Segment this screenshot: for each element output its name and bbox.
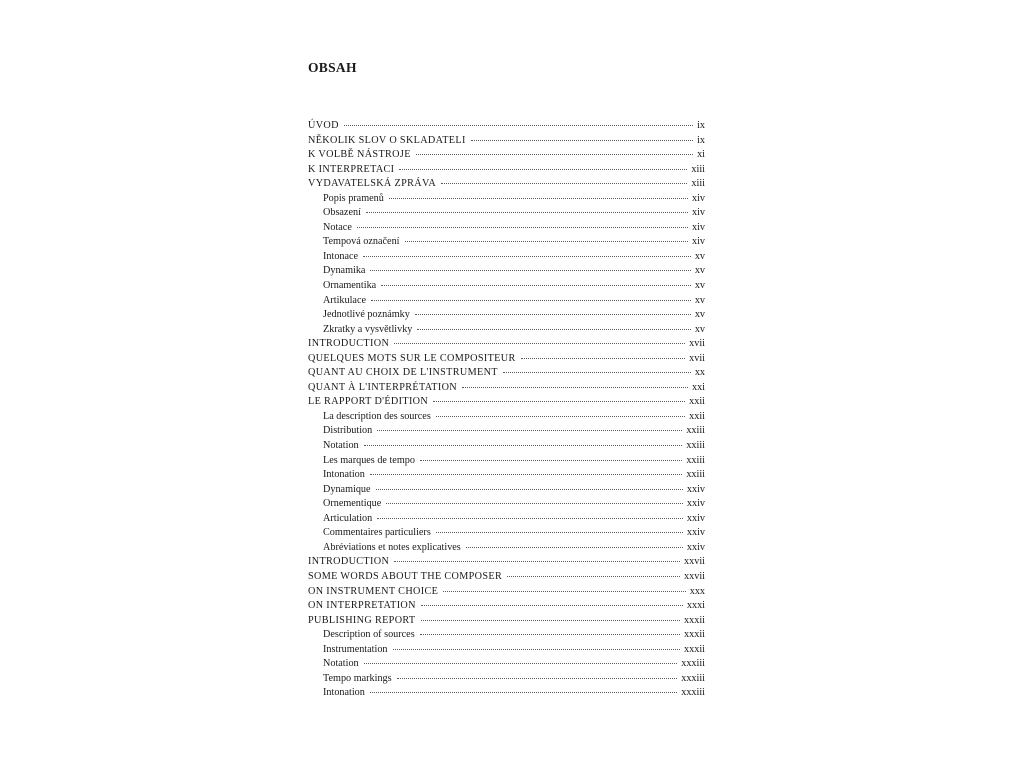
toc-entry-title: K INTERPRETACI <box>308 163 395 175</box>
toc-dot-leader <box>415 313 691 315</box>
toc-dot-leader <box>370 691 677 693</box>
toc-entry-page-number: xxiii <box>686 469 705 481</box>
toc-entry <box>308 323 705 338</box>
toc-entry <box>308 352 705 367</box>
toc-dot-leader <box>364 444 683 446</box>
toc-entry-title: Zkratky a vysvětlivky <box>323 323 413 335</box>
toc-entry-title: Les marques de tempo <box>323 454 415 466</box>
toc-dot-leader <box>376 488 683 490</box>
toc-entry <box>308 177 705 192</box>
toc-dot-leader <box>394 560 680 562</box>
toc-dot-leader <box>507 575 680 577</box>
toc-entry-title: Popis pramenů <box>323 192 384 204</box>
toc-entry-page-number: xxiv <box>686 541 705 553</box>
toc-entry <box>308 468 705 483</box>
toc-entry-title: QUANT AU CHOIX DE L'INSTRUMENT <box>308 367 498 379</box>
toc-entry-title: Intonation <box>323 469 365 481</box>
toc-dot-leader <box>420 633 680 635</box>
table-of-contents <box>308 119 705 701</box>
toc-entry <box>308 410 705 425</box>
toc-entry <box>308 599 705 614</box>
toc-dot-leader <box>443 590 686 592</box>
toc-entry-page-number: xxiii <box>686 440 705 452</box>
toc-entry <box>308 235 705 250</box>
toc-entry-page-number: xxxii <box>684 614 705 626</box>
toc-entry-title: ON INSTRUMENT CHOICE <box>308 585 439 597</box>
toc-entry-title: QUANT À L'INTERPRÉTATION <box>308 381 458 393</box>
toc-entry-title: Commentaires particuliers <box>323 527 431 539</box>
toc-entry-title: LE RAPPORT D'ÉDITION <box>308 396 429 408</box>
toc-entry-title: INTRODUCTION <box>308 556 390 568</box>
toc-entry-page-number: xiv <box>691 236 705 248</box>
toc-entry <box>308 294 705 309</box>
toc-entry <box>308 628 705 643</box>
toc-entry <box>308 381 705 396</box>
toc-entry <box>308 395 705 410</box>
toc-entry <box>308 148 705 163</box>
toc-entry <box>308 134 705 149</box>
toc-entry-page-number: ix <box>697 134 705 146</box>
toc-entry-title: Articulation <box>323 512 373 524</box>
toc-entry <box>308 337 705 352</box>
toc-dot-leader <box>436 531 683 533</box>
toc-entry <box>308 541 705 556</box>
toc-entry <box>308 221 705 236</box>
toc-dot-leader <box>441 182 687 184</box>
toc-entry <box>308 366 705 381</box>
toc-entry-title: K VOLBĚ NÁSTROJE <box>308 149 411 161</box>
toc-entry-page-number: xi <box>697 149 705 161</box>
toc-entry-title: Jednotlivé poznámky <box>323 309 410 321</box>
toc-entry-page-number: xxxiii <box>681 658 705 670</box>
toc-entry <box>308 585 705 600</box>
toc-entry-title: NĚKOLIK SLOV O SKLADATELI <box>308 134 466 146</box>
toc-entry-page-number: xxxii <box>684 629 705 641</box>
toc-entry-page-number: xiii <box>691 178 705 190</box>
toc-entry-title: INTRODUCTION <box>308 338 390 350</box>
toc-dot-leader <box>381 284 691 286</box>
toc-entry-page-number: xv <box>694 309 705 321</box>
toc-entry-page-number: xv <box>694 265 705 277</box>
toc-entry-title: Dynamika <box>323 265 366 277</box>
toc-entry-page-number: xiv <box>691 192 705 204</box>
toc-entry <box>308 439 705 454</box>
toc-entry-page-number: xxiv <box>686 527 705 539</box>
toc-entry-title: Tempová označení <box>323 236 400 248</box>
toc-dot-leader <box>462 386 688 388</box>
toc-entry-title: SOME WORDS ABOUT THE COMPOSER <box>308 570 503 582</box>
toc-entry-title: Obsazení <box>323 207 361 219</box>
toc-entry-page-number: xxii <box>689 396 705 408</box>
toc-entry-page-number: xxiv <box>686 483 705 495</box>
toc-entry <box>308 119 705 134</box>
toc-entry-title: La description des sources <box>323 410 431 422</box>
toc-entry <box>308 192 705 207</box>
toc-entry <box>308 497 705 512</box>
toc-dot-leader <box>357 226 688 228</box>
toc-entry-title: Abréviations et notes explicatives <box>323 541 461 553</box>
toc-dot-leader <box>394 342 685 344</box>
toc-dot-leader <box>377 429 682 431</box>
toc-entry-title: Dynamique <box>323 483 371 495</box>
toc-entry-page-number: xxxiii <box>681 672 705 684</box>
toc-entry <box>308 250 705 265</box>
toc-entry-title: Description of sources <box>323 629 415 641</box>
toc-entry-title: ÚVOD <box>308 120 339 131</box>
toc-dot-leader <box>371 299 691 301</box>
toc-dot-leader <box>416 153 693 155</box>
toc-entry-title: PUBLISHING REPORT <box>308 614 416 626</box>
toc-entry <box>308 555 705 570</box>
toc-entry-title: VYDAVATELSKÁ ZPRÁVA <box>308 178 437 190</box>
toc-entry-page-number: xiv <box>691 221 705 233</box>
toc-entry-page-number: xv <box>694 323 705 335</box>
toc-entry-page-number: xxii <box>689 410 705 422</box>
toc-entry <box>308 657 705 672</box>
toc-entry <box>308 424 705 439</box>
toc-dot-leader <box>386 502 683 504</box>
toc-dot-leader <box>363 255 691 257</box>
toc-entry <box>308 643 705 658</box>
toc-dot-leader <box>405 240 688 242</box>
toc-dot-leader <box>344 124 693 126</box>
toc-entry-page-number: xxxii <box>684 643 705 655</box>
toc-entry-page-number: xv <box>694 280 705 292</box>
toc-entry-page-number: xxiii <box>686 425 705 437</box>
toc-dot-leader <box>436 415 685 417</box>
toc-entry-title: Notation <box>323 658 359 670</box>
toc-entry-page-number: xxx <box>689 585 705 597</box>
toc-entry-page-number: xxiv <box>686 498 705 510</box>
toc-dot-leader <box>364 662 678 664</box>
toc-entry-page-number: xv <box>694 294 705 306</box>
toc-entry-title: Artikulace <box>323 294 366 306</box>
toc-entry-page-number: xvii <box>689 338 705 350</box>
toc-entry-title: Notace <box>323 221 352 233</box>
toc-entry-page-number: xxxiii <box>681 687 705 699</box>
toc-dot-leader <box>503 371 691 373</box>
toc-entry-page-number: xxiii <box>686 454 705 466</box>
toc-dot-leader <box>370 473 682 475</box>
toc-entry-title: Intonation <box>323 687 365 699</box>
toc-entry <box>308 308 705 323</box>
toc-entry <box>308 206 705 221</box>
toc-dot-leader <box>471 139 693 141</box>
toc-entry-title: Instrumentation <box>323 643 388 655</box>
toc-dot-leader <box>420 459 682 461</box>
toc-dot-leader <box>521 357 686 359</box>
toc-entry <box>308 614 705 629</box>
toc-entry-page-number: xv <box>694 250 705 262</box>
toc-dot-leader <box>366 211 688 213</box>
toc-dot-leader <box>421 604 683 606</box>
toc-entry-title: ON INTERPRETATION <box>308 600 416 612</box>
toc-entry-title: Intonace <box>323 250 359 262</box>
toc-dot-leader <box>421 619 681 621</box>
toc-dot-leader <box>433 400 685 402</box>
toc-entry-page-number: xiv <box>691 207 705 219</box>
toc-entry-title: Notation <box>323 440 359 452</box>
toc-entry <box>308 686 705 701</box>
toc-entry <box>308 483 705 498</box>
toc-entry-title: Tempo markings <box>323 672 392 684</box>
toc-entry-title: QUELQUES MOTS SUR LE COMPOSITEUR <box>308 352 516 364</box>
toc-entry-page-number: ix <box>697 120 705 131</box>
toc-entry <box>308 570 705 585</box>
toc-dot-leader <box>377 517 683 519</box>
toc-entry <box>308 454 705 469</box>
toc-entry-page-number: xxi <box>691 381 705 393</box>
toc-dot-leader <box>397 677 678 679</box>
toc-entry-page-number: xx <box>694 367 705 379</box>
toc-entry-title: Distribution <box>323 425 373 437</box>
toc-entry-title: Ornamentika <box>323 280 377 292</box>
toc-entry <box>308 163 705 178</box>
toc-entry-page-number: xxvii <box>684 570 705 582</box>
toc-entry <box>308 512 705 527</box>
toc-dot-leader <box>370 269 690 271</box>
toc-dot-leader <box>389 197 688 199</box>
toc-entry <box>308 526 705 541</box>
toc-entry-page-number: xxiv <box>686 512 705 524</box>
toc-entry-page-number: xxxi <box>686 600 705 612</box>
toc-entry-page-number: xxvii <box>684 556 705 568</box>
toc-dot-leader <box>393 648 681 650</box>
toc-entry-page-number: xvii <box>689 352 705 364</box>
toc-entry <box>308 672 705 687</box>
toc-dot-leader <box>466 546 683 548</box>
toc-entry <box>308 264 705 279</box>
toc-entry-page-number: xiii <box>691 163 705 175</box>
toc-entry-title: Ornementique <box>323 498 382 510</box>
toc-dot-leader <box>417 328 690 330</box>
page-title: OBSAH <box>308 60 357 75</box>
toc-entry <box>308 279 705 294</box>
toc-dot-leader <box>399 168 687 170</box>
